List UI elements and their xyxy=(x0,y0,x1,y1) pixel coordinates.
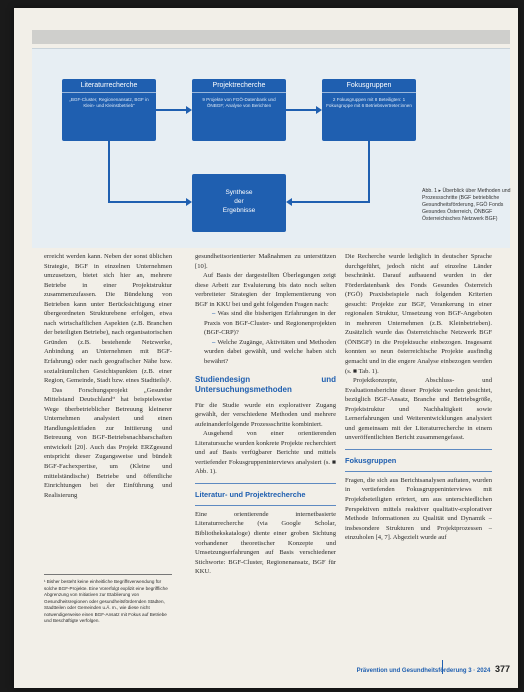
paragraph: Die Recherche wurde lediglich in deutscher Sprache durchgeführt, jedoch nicht auf einzelne Länder beschränkt. Darauf aufbauend wurden in der Förderdatenbank des Fonds Gesundes Österreich (FGÖ) Praxisbeispiele nach folgenden Kriterien gesucht: Projekte zur BGF, Verankerung in einer regionalen Struktur, Umsetzung von BGF-Angeboten in mehreren Unternehmen (z.B. Kleinbetrieben). Zusätzlich wurde das Österreichische Netzwerk BGF (ÖNBGF) in die Projektsuche einbezogen. Insgesamt konnten so neun österreichische Projekte ausfindig gemacht und in die engere Analyse einbezogen werden (s. ■ Tab. 1). xyxy=(345,253,492,375)
section-divider xyxy=(345,471,492,472)
text-column-middle xyxy=(195,252,336,662)
paragraph: erreicht werden kann. Neben der sonst üblichen Strategie, BGF in einzelnen Unternehmen umzusetzen, bietet sich hier an, mehrere Betriebe in einer Projektstruktur zusammenzufassen. Die Bündelung von Betrieben kann unter Berücksichtigung einer übergeordneten Strukturebene erfolgen, etwa nach wirtschaftlichen Aspekten (z.B. Branchen der beteiligten Betriebe), nach organisatorischen Gründen (z.B. bestehende Netzwerke, Anbindung an Unternehmen mit BGF-Erfahrung) oder nach geografischer Nähe bzw. sozialräumlichen Gesichtspunkten (z.B. einer Region, Gemeinde, Stadt bzw. eines Stadtteils)¹. xyxy=(44,253,172,385)
paragraph: Eine orientierende internetbasierte Literaturrecherche (via Google Scholar, Bibliothekskataloge) diente einer groben Sichtung vorhandener theoretischer Konzepte und Umsetzungserfahrungen auf Basis verschiedener Stichworte: BGF-Cluster, Regionenansatz, BGF für KKU. xyxy=(195,510,336,576)
synthesis-line: Ergebnisse xyxy=(222,207,256,214)
dash-icon: – xyxy=(212,338,218,346)
paragraph: Für die Studie wurde ein explorativer Zugang gewählt, der verschiedene Methoden und mehrere aufeinanderfolgende Prozessschritte kombiniert. xyxy=(195,401,336,428)
bullet-item xyxy=(195,338,336,367)
synthesis-box xyxy=(192,174,286,232)
literature-search-box xyxy=(62,79,156,141)
journal-page xyxy=(14,8,518,688)
bullet-item xyxy=(195,309,336,338)
bullet-text: Was sind die bisherigen Erfahrungen in der Praxis von BGF-Cluster- und Regionenprojekten (BGF-CRP)? xyxy=(204,310,336,337)
text-column-left xyxy=(44,252,172,568)
arrow-line xyxy=(286,109,316,111)
synthesis-line: der xyxy=(234,198,244,205)
paragraph: gesundheitsorientierter Maßnahmen zu unterstützen [10]. xyxy=(195,253,336,270)
project-search-box xyxy=(192,79,286,141)
paragraph: Auf Basis der dargestellten Überlegungen zeigt diese Arbeit zur Evaluierung bis dato noch selten verbreiteter Strategien der Implementierung von BGF in KKU bei und geht folgenden Fragen nach: xyxy=(195,272,336,308)
synthesis-line: Synthese xyxy=(225,189,253,196)
focus-groups-box xyxy=(322,79,416,141)
arrow-head-icon xyxy=(286,198,292,206)
box-title: Literaturrecherche xyxy=(62,79,156,93)
page-footer xyxy=(324,664,510,674)
page-number: 377 xyxy=(494,664,510,674)
connector-line xyxy=(108,201,186,203)
footnote: ¹ Bisher besteht keine einheitliche Begriffsverwendung für solche BGF-Projekte. Eine Vorerfolgt explizit eine begriffliche Abgrenzung von Initiativen zur Etablierung von Gesundheitsregionen oder gesundheitsfördernden Städten, Stadtteilen oder Gemeinden u.Ä. m., wie diese nicht notwendigerweise einen BGF-Ansatz mit Fokus auf Betriebe und Beschäftigte verfolgen. xyxy=(44,574,172,625)
connector-line xyxy=(292,201,370,203)
box-text: 9 Projekte von FGÖ-Datenbank und ÖNBGF; Analyse von Berichten xyxy=(202,97,276,108)
box-title: Fokusgruppen xyxy=(322,79,416,93)
section-divider xyxy=(195,483,336,484)
paragraph: Projektkonzepte, Abschluss- und Evaluationsberichte dieser Projekte wurden gesichtet, bezüglich BGF-Ansatz, Branche und Betriebsgröße, Projektstruktur und Nachhaltigkeit sowie Lernerfahrungen und Weiterentwicklungen analysiert und gemeinsam mit der Literaturrecherche in einem unveröffentlichten Bericht zusammengefasst. xyxy=(345,377,492,442)
subsection-heading: Fokusgruppen xyxy=(345,455,397,465)
bullet-text: Welche Zugänge, Aktivitäten und Methoden wurden dabei gewählt, und welche haben sich bewährt? xyxy=(204,338,336,366)
header-bar xyxy=(32,30,510,44)
section-heading: Studiendesign und Untersuchungsmethoden xyxy=(195,374,336,394)
journal-name: Prävention und Gesundheitsförderung 3 · 2024 xyxy=(356,668,491,674)
arrow-line xyxy=(156,109,186,111)
paragraph: Fragen, die sich aus Berichtsanalysen auftaten, wurden in vertiefenden Fokusgruppeninterviews mit Projektbeteiligten erörtert, um aus unterschiedlichen Perspektiven mittels reaktiver qualitativ-explorativer Methode Informationen zu Qualität und Dynamik – insbesondere Strukturen und Projektprozessen – einzuholen [4, 7]. Abgezielt wurde auf xyxy=(345,476,492,542)
paragraph: Das Forschungsprojekt „Gesunder Mittelstand Deutschland“ hat beispielsweise Wege überbetrieblicher Betreuung kleinerer Unternehmen analysiert und einen Handlungsleitfaden zur Initiierung und Betreuung von BGF-Betriebsnachbarschaften entwickelt [20]. Auch das Projekt ERZgesund entspricht dieser Zugangsweise und bündelt BGF-Fachexpertise, um (Kleine und mittelständische) Betriebe und öffentliche Einrichtungen bei der Einführung und Realisierung xyxy=(44,386,172,499)
connector-line xyxy=(368,141,370,203)
box-text: 2 Fokusgruppen mit 8 Beteiligten: 1 Fokusgruppe mit 6 Betriebsvertreter:innen xyxy=(326,97,412,108)
box-text: „BGF-Cluster, Regionenansatz, BGF in Klein- und Kleinstbetrieb“ xyxy=(69,97,149,108)
connector-line xyxy=(108,141,110,203)
paragraph: Ausgehend von einer orientierenden Literatursuche wurden konkrete Projekte recherchiert und auf Basis verfügbarer Berichte und mittels vertiefender Fokusgruppeninterviews analysiert (s. ■ Abb. 1). xyxy=(195,430,336,476)
subsection-heading: Literatur- und Projektrecherche xyxy=(195,489,306,499)
box-title: Projektrecherche xyxy=(192,79,286,93)
figure-caption: Abb. 1 ▸ Überblick über Methoden und Prozessschritte (BGF betriebliche Gesundheitsförderung, FGÖ Fonds Gesundes Österreich, ÖNBGF Österreichisches Netzwerk BGF) xyxy=(422,188,511,222)
text-column-right xyxy=(345,252,492,662)
dash-icon: – xyxy=(212,310,218,318)
section-divider xyxy=(345,449,492,450)
section-divider xyxy=(195,505,336,506)
